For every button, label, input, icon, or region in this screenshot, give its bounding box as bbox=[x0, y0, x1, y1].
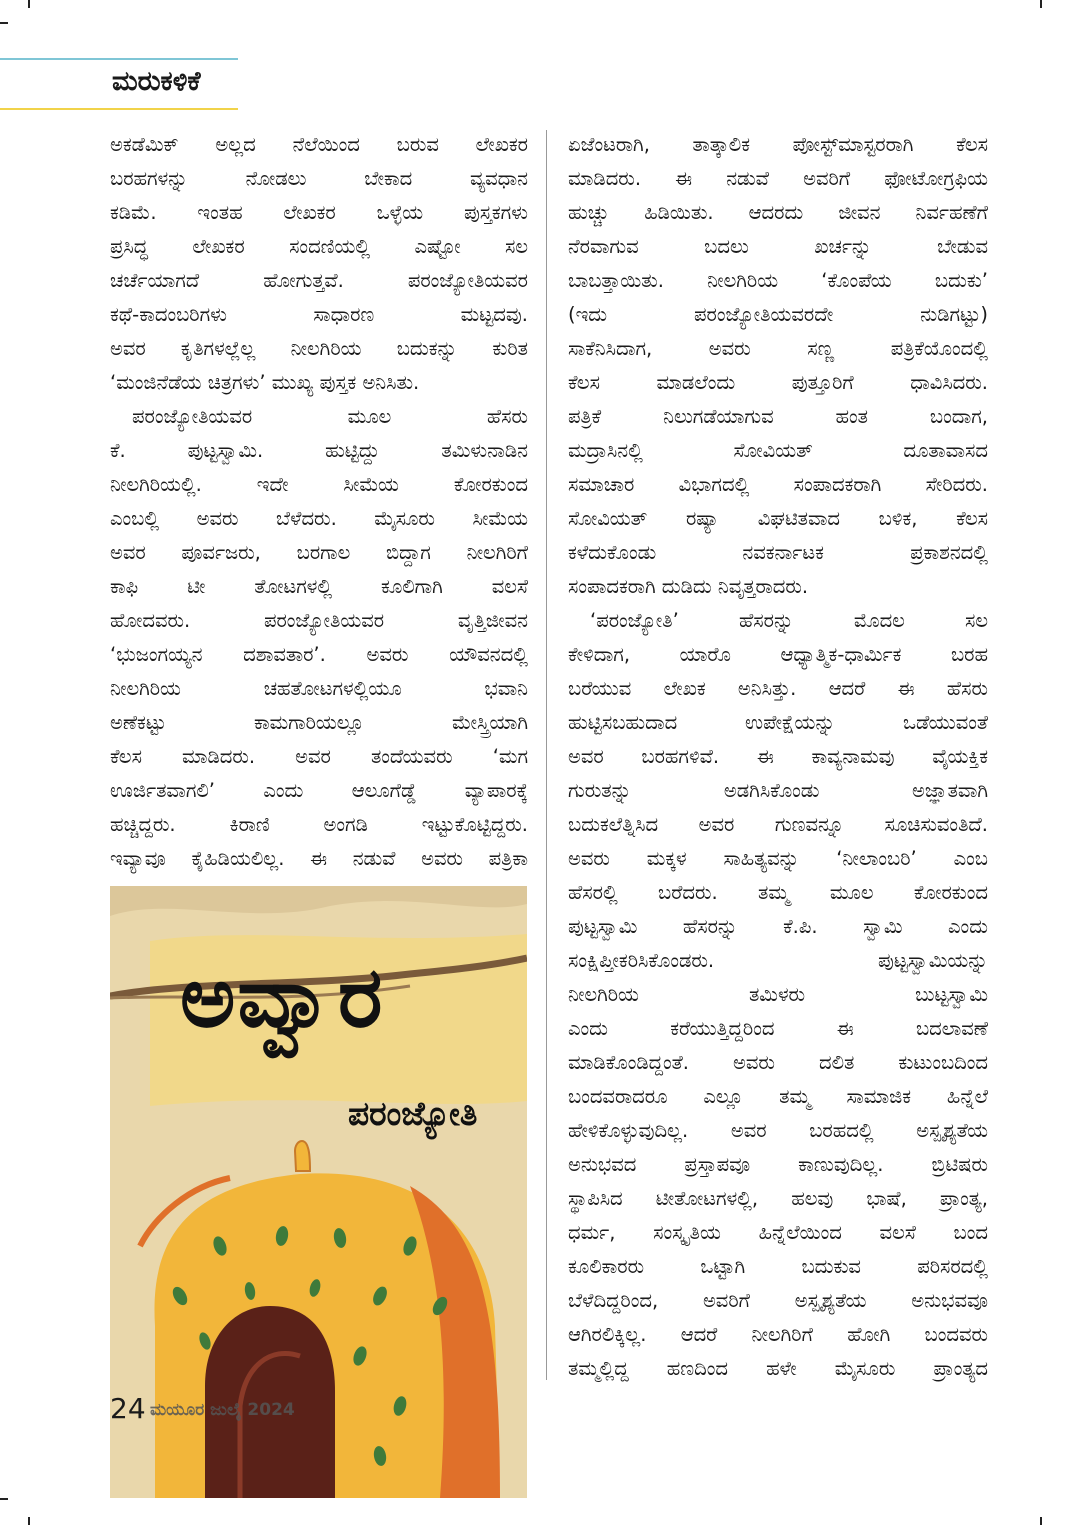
text-line: ಪರಂಜ್ಯೋತಿಯವರ ಮೂಲ ಹೆಸರು bbox=[132, 405, 528, 428]
text-line: ಎಂಬಲ್ಲಿ ಅವರು ಬೆಳೆದರು. ಮೈಸೂರು ಸೀಮೆಯ bbox=[110, 507, 528, 530]
left-text-column bbox=[110, 128, 528, 876]
text-line: ‘ಪರಂಜ್ಯೋತಿ’ ಹೆಸರನ್ನು ಮೊದಲ ಸಲ bbox=[590, 609, 988, 632]
text-line: ಚರ್ಚೆಯಾಗದೆ ಹೋಗುತ್ತವೆ. ಪರಂಜ್ಯೋತಿಯವರ bbox=[110, 269, 528, 292]
text-line: ‘ಮಂಜಿನೆಡೆಯ ಚಿತ್ರಗಳು’ ಮುಖ್ಯ ಪುಸ್ತಕ ಅನಿಸಿತು. bbox=[110, 371, 420, 394]
column-divider bbox=[546, 130, 547, 1380]
text-line: ಕೆಲಸ ಮಾಡಿದರು. ಅವರ ತಂದೆಯವರು ‘ಮಗ bbox=[110, 745, 528, 768]
text-line: ಬದುಕಲೆತ್ನಿಸಿದ ಅವರ ಗುಣವನ್ನೂ ಸೂಚಿಸುವಂತಿದೆ. bbox=[568, 813, 988, 836]
text-line: ಎಂದು ಕರೆಯುತ್ತಿದ್ದರಿಂದ ಈ ಬದಲಾವಣೆ bbox=[568, 1017, 988, 1040]
magazine-footer: ಮಯೂರ ಜುಲೈ 2024 bbox=[150, 1400, 295, 1420]
text-line: ಸಂಪಾದಕರಾಗಿ ದುಡಿದು ನಿವೃತ್ತರಾದರು. bbox=[568, 575, 809, 598]
text-line: ಗುರುತನ್ನು ಅಡಗಿಸಿಕೊಂಡು ಅಜ್ಞಾತವಾಗಿ bbox=[568, 779, 988, 802]
text-line: ಸಾಕೆನಿಸಿದಾಗ, ಅವರು ಸಣ್ಣ ಪತ್ರಿಕೆಯೊಂದಲ್ಲಿ bbox=[568, 337, 988, 360]
text-line: ಹುಟ್ಟಿಸಬಹುದಾದ ಉಪೇಕ್ಷೆಯನ್ನು ಒಡೆಯುವಂತೆ bbox=[568, 711, 988, 734]
text-line: ಕೆಲಸ ಮಾಡಲೆಂದು ಪುತ್ತೂರಿಗೆ ಧಾವಿಸಿದರು. bbox=[568, 371, 988, 394]
text-line: ನೀಲಗಿರಿಯ ತಮಿಳರು ಬುಟ್ಟಸ್ವಾಮಿ bbox=[568, 983, 988, 1006]
text-line: ಕೂಲಿಕಾರರು ಒಟ್ಟಾಗಿ ಬದುಕುವ ಪರಿಸರದಲ್ಲಿ bbox=[568, 1255, 988, 1278]
crop-mark bbox=[0, 1498, 8, 1500]
crop-mark bbox=[28, 0, 30, 8]
section-header bbox=[0, 58, 238, 110]
section-top-rule bbox=[0, 58, 238, 60]
text-line: ನೀಲಗಿರಿಯಲ್ಲಿ. ಇದೇ ಸೀಮೆಯ ಕೋರಕುಂದ bbox=[110, 473, 528, 496]
text-line: ಸಂಕ್ಷಿಪ್ತೀಕರಿಸಿಕೊಂಡರು. ಪುಟ್ಟಸ್ವಾಮಿಯನ್ನು bbox=[568, 949, 988, 972]
text-line: ನೀಲಗಿರಿಯ ಚಹತೋಟಗಳಲ್ಲಿಯೂ ಭವಾನಿ bbox=[110, 677, 528, 700]
text-line: ಮಾಡಿಕೊಂಡಿದ್ದಂತೆ. ಅವರು ದಲಿತ ಕುಟುಂಬದಿಂದ bbox=[568, 1051, 988, 1074]
text-line: ಕೇಳಿದಾಗ, ಯಾರೊ ಆಧ್ಯಾತ್ಮಿಕ-ಧಾರ್ಮಿಕ ಬರಹ bbox=[568, 643, 988, 666]
text-line: ಕಳೆದುಕೊಂಡು ನವಕರ್ನಾಟಕ ಪ್ರಕಾಶನದಲ್ಲಿ bbox=[568, 541, 988, 564]
text-line: ಅವರ ಕೃತಿಗಳಲ್ಲೆಲ್ಲ ನೀಲಗಿರಿಯ ಬದುಕನ್ನು ಕುರಿತ bbox=[110, 337, 528, 360]
text-line: ಕಥೆ-ಕಾದಂಬರಿಗಳು ಸಾಧಾರಣ ಮಟ್ಟದವು. bbox=[110, 303, 528, 326]
text-line: ಕೆ. ಪುಟ್ಟಸ್ವಾಮಿ. ಹುಟ್ಟಿದ್ದು ತಮಿಳುನಾಡಿನ bbox=[110, 439, 528, 462]
text-line: ಪತ್ರಿಕೆ ನಿಲುಗಡೆಯಾಗುವ ಹಂತ ಬಂದಾಗ, bbox=[568, 405, 988, 428]
text-line: ಹೋದವರು. ಪರಂಜ್ಯೋತಿಯವರ ವೃತ್ತಿಜೀವನ bbox=[110, 609, 528, 632]
right-text-column bbox=[568, 128, 988, 1386]
text-line: ಪುಟ್ಟಸ್ವಾಮಿ ಹೆಸರನ್ನು ಕೆ.ಪಿ. ಸ್ವಾಮಿ ಎಂದು bbox=[568, 915, 988, 938]
text-line: ಅನುಭವದ ಪ್ರಸ್ತಾಪವೂ ಕಾಣುವುದಿಲ್ಲ. ಬ್ರಿಟಿಷರು bbox=[568, 1153, 988, 1176]
crop-mark bbox=[1040, 0, 1042, 8]
text-line: ಹಚ್ಚಿದ್ದರು. ಕಿರಾಣಿ ಅಂಗಡಿ ಇಟ್ಟುಕೊಟ್ಟಿದ್ದರು. bbox=[110, 813, 528, 836]
text-line: ಅವರ ಬರಹಗಳಿವೆ. ಈ ಕಾವ್ಯನಾಮವು ವೈಯಕ್ತಿಕ bbox=[568, 745, 988, 768]
text-line: ಅವರು ಮಕ್ಕಳ ಸಾಹಿತ್ಯವನ್ನು ‘ನೀಲಾಂಬರಿ’ ಎಂಬ bbox=[568, 847, 988, 870]
section-title: ಮರುಕಳಿಕೆ bbox=[112, 66, 201, 97]
text-line: ತಮ್ಮಲ್ಲಿದ್ದ ಹಣದಿಂದ ಹಳೇ ಮೈಸೂರು ಪ್ರಾಂತ್ಯದ bbox=[568, 1357, 988, 1380]
section-bottom-rule bbox=[0, 108, 238, 110]
text-line: ಮದ್ರಾಸಿನಲ್ಲಿ ಸೋವಿಯತ್ ದೂತಾವಾಸದ bbox=[568, 439, 988, 462]
text-line: ಸೋವಿಯತ್ ರಷ್ಯಾ ವಿಘಟಿತವಾದ ಬಳಿಕ, ಕೆಲಸ bbox=[568, 507, 988, 530]
text-line: (ಇದು ಪರಂಜ್ಯೋತಿಯವರದೇ ನುಡಿಗಟ್ಟು) bbox=[568, 303, 988, 326]
text-line: ‘ಭುಜಂಗಯ್ಯನ ದಶಾವತಾರ’. ಅವರು ಯೌವನದಲ್ಲಿ bbox=[110, 643, 528, 666]
text-line: ಧರ್ಮ, ಸಂಸ್ಕೃತಿಯ ಹಿನ್ನೆಲೆಯಿಂದ ವಲಸೆ ಬಂದ bbox=[568, 1221, 988, 1244]
text-line: ಏಜೆಂಟರಾಗಿ, ತಾತ್ಕಾಲಿಕ ಪೋಸ್ಟ್‌ಮಾಸ್ಟರರಾಗಿ ಕೆಲಸ bbox=[568, 133, 988, 156]
cover-author: ಪರಂಜ್ಯೋತಿ bbox=[348, 1094, 478, 1133]
text-line: ಬರೆಯುವ ಲೇಖಕ ಅನಿಸಿತ್ತು. ಆದರೆ ಈ ಹೆಸರು bbox=[568, 677, 988, 700]
text-line: ಊರ್ಜಿತವಾಗಲಿ’ ಎಂದು ಆಲೂಗೆಡ್ಡೆ ವ್ಯಾಪಾರಕ್ಕೆ bbox=[110, 779, 528, 802]
crop-mark bbox=[1040, 1517, 1042, 1525]
text-line: ಮಾಡಿದರು. ಈ ನಡುವೆ ಅವರಿಗೆ ಫೋಟೋಗ್ರಫಿಯ bbox=[568, 167, 988, 190]
text-line: ಆಗಿರಲಿಕ್ಕಿಲ್ಲ. ಆದರೆ ನೀಲಗಿರಿಗೆ ಹೋಗಿ ಬಂದವರು bbox=[568, 1323, 988, 1346]
cover-title: ಅವ್ವಾರ bbox=[180, 948, 385, 1046]
text-line: ಹೇಳಿಕೊಳ್ಳುವುದಿಲ್ಲ. ಅವರ ಬರಹದಲ್ಲಿ ಅಸ್ಪೃಶ್ಯತೆಯ bbox=[568, 1119, 988, 1142]
text-line: ಬೆಳೆದಿದ್ದರಿಂದ, ಅವರಿಗೆ ಅಸ್ಪೃಶ್ಯತೆಯ ಅನುಭವವೂ bbox=[568, 1289, 988, 1312]
text-line: ಹೆಸರಲ್ಲಿ ಬರೆದರು. ತಮ್ಮ ಮೂಲ ಕೋರಕುಂದ bbox=[568, 881, 988, 904]
text-line: ಅಣೆಕಟ್ಟು ಕಾಮಗಾರಿಯಲ್ಲೂ ಮೇಸ್ತ್ರಿಯಾಗಿ bbox=[110, 711, 528, 734]
text-line: ಕಾಫಿ ಟೀ ತೋಟಗಳಲ್ಲಿ ಕೂಲಿಗಾಗಿ ವಲಸೆ bbox=[110, 575, 528, 598]
text-line: ಸಮಾಚಾರ ವಿಭಾಗದಲ್ಲಿ ಸಂಪಾದಕರಾಗಿ ಸೇರಿದರು. bbox=[568, 473, 988, 496]
crop-mark bbox=[0, 22, 8, 24]
page-number: 24 bbox=[110, 1392, 146, 1425]
text-line: ಅವರ ಪೂರ್ವಜರು, ಬರಗಾಲ ಬಿದ್ದಾಗ ನೀಲಗಿರಿಗೆ bbox=[110, 541, 528, 564]
text-line: ಪ್ರಸಿದ್ಧ ಲೇಖಕರ ಸಂದಣಿಯಲ್ಲಿ ಎಷ್ಟೋ ಸಲ bbox=[110, 235, 528, 258]
text-line: ಬರಹಗಳನ್ನು ನೋಡಲು ಬೇಕಾದ ವ್ಯವಧಾನ bbox=[110, 167, 528, 190]
text-line: ಇವ್ಯಾವೂ ಕೈಹಿಡಿಯಲಿಲ್ಲ. ಈ ನಡುವೆ ಅವರು ಪತ್ರಿಕಾ bbox=[110, 847, 528, 870]
text-line: ನೆರವಾಗುವ ಬದಲು ಖರ್ಚನ್ನು ಬೇಡುವ bbox=[568, 235, 988, 258]
text-line: ಬಾಬತ್ತಾಯಿತು. ನೀಲಗಿರಿಯ ‘ಕೊಂಪೆಯ ಬದುಕು’ bbox=[568, 269, 988, 292]
text-line: ಅಕಡೆಮಿಕ್ ಅಲ್ಲದ ನೆಲೆಯಿಂದ ಬರುವ ಲೇಖಕರ bbox=[110, 133, 528, 156]
text-line: ಕಡಿಮೆ. ಇಂತಹ ಲೇಖಕರ ಒಳ್ಳೆಯ ಪುಸ್ತಕಗಳು bbox=[110, 201, 528, 224]
text-line: ಬಂದವರಾದರೂ ಎಲ್ಲೂ ತಮ್ಮ ಸಾಮಾಜಿಕ ಹಿನ್ನೆಲೆ bbox=[568, 1085, 988, 1108]
cover-dome-finial bbox=[295, 1141, 310, 1171]
text-line: ಸ್ಥಾಪಿಸಿದ ಟೀತೋಟಗಳಲ್ಲಿ, ಹಲವು ಭಾಷೆ, ಪ್ರಾಂತ್ಯ, bbox=[568, 1187, 988, 1210]
text-line: ಹುಚ್ಚು ಹಿಡಿಯಿತು. ಆದರದು ಜೀವನ ನಿರ್ವಹಣೆಗೆ bbox=[568, 201, 988, 224]
crop-mark bbox=[28, 1517, 30, 1525]
